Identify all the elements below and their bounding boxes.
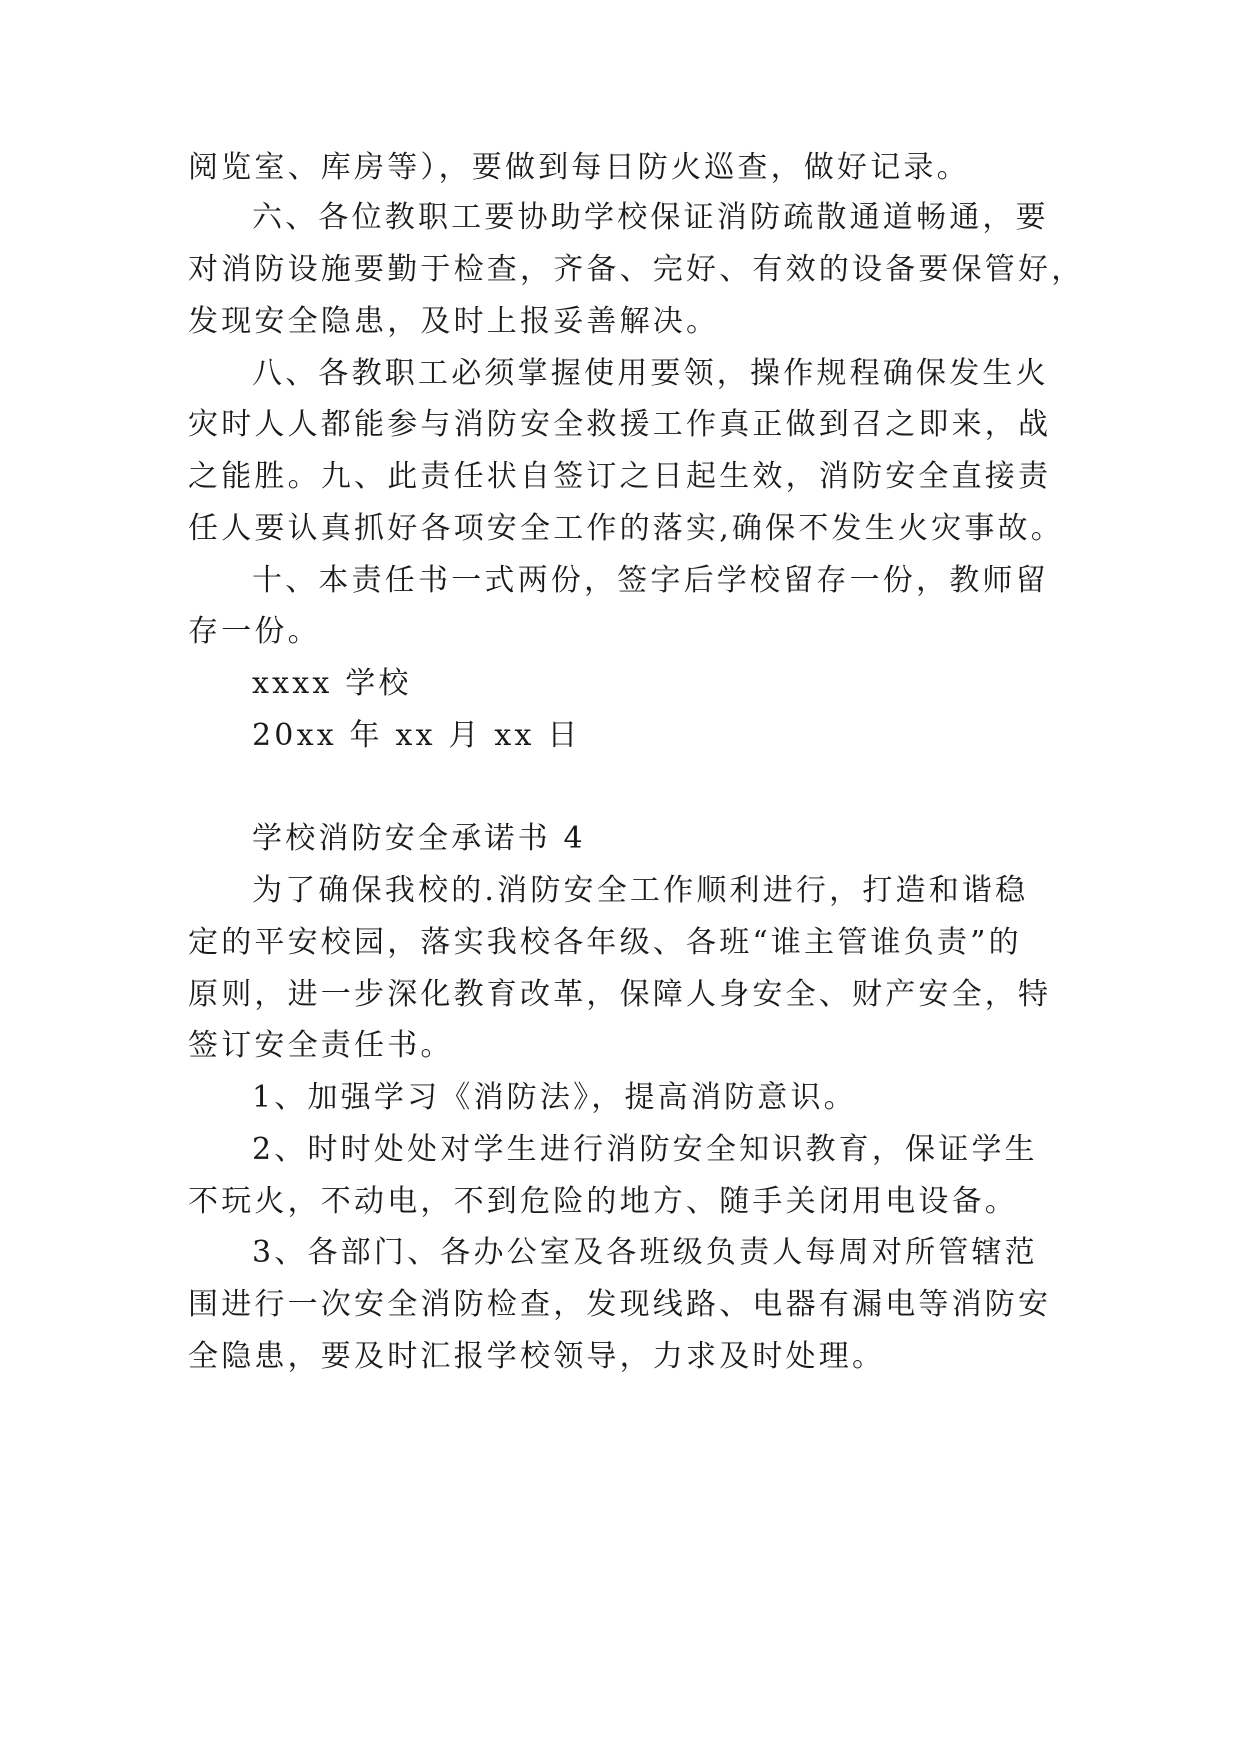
text-line: 定的平安校园，落实我校各年级、各班“谁主管谁负责”的	[188, 925, 1022, 960]
text-line: 为了确保我校的.消防安全工作顺利进行，打造和谐稳	[252, 873, 1029, 908]
text-line: 六、各位教职工要协助学校保证消防疏散通道畅通，要	[252, 200, 1049, 235]
text-line: 灾时人人都能参与消防安全救援工作真正做到召之即来，战	[188, 407, 1052, 442]
text-line: 发现安全隐患，及时上报妥善解决。	[188, 304, 720, 339]
signature-school: xxxx 学校	[252, 666, 412, 701]
text-line: 任人要认真抓好各项安全工作的落实,确保不发生火灾事故。	[188, 511, 1064, 546]
text-line: 对消防设施要勤于检查，齐备、完好、有效的设备要保管好，	[188, 252, 1085, 287]
signature-date: 20xx 年 xx 月 xx 日	[252, 718, 581, 753]
text-line: 之能胜。九、此责任状自签订之日起生效，消防安全直接责	[188, 459, 1052, 494]
text-line: 全隐患，要及时汇报学校领导，力求及时处理。	[188, 1339, 886, 1374]
text-line: 围进行一次安全消防检查，发现线路、电器有漏电等消防安	[188, 1287, 1052, 1322]
section-title: 学校消防安全承诺书 4	[252, 821, 586, 856]
text-line: 2、时时处处对学生进行消防安全知识教育，保证学生	[252, 1132, 1038, 1167]
text-line: 不玩火，不动电，不到危险的地方、随手关闭用电设备。	[188, 1184, 1018, 1219]
text-line: 3、各部门、各办公室及各班级负责人每周对所管辖范	[252, 1235, 1038, 1270]
text-line: 1、加强学习《消防法》，提高消防意识。	[252, 1080, 857, 1115]
text-line: 阅览室、库房等），要做到每日防火巡查，做好记录。	[188, 150, 970, 185]
text-line: 十、本责任书一式两份，签字后学校留存一份，教师留	[252, 563, 1049, 598]
text-line: 签订安全责任书。	[188, 1028, 454, 1063]
text-line: 存一份。	[188, 614, 321, 649]
text-line: 原则，进一步深化教育改革，保障人身安全、财产安全，特	[188, 977, 1052, 1012]
text-line: 八、各教职工必须掌握使用要领，操作规程确保发生火	[252, 356, 1049, 391]
